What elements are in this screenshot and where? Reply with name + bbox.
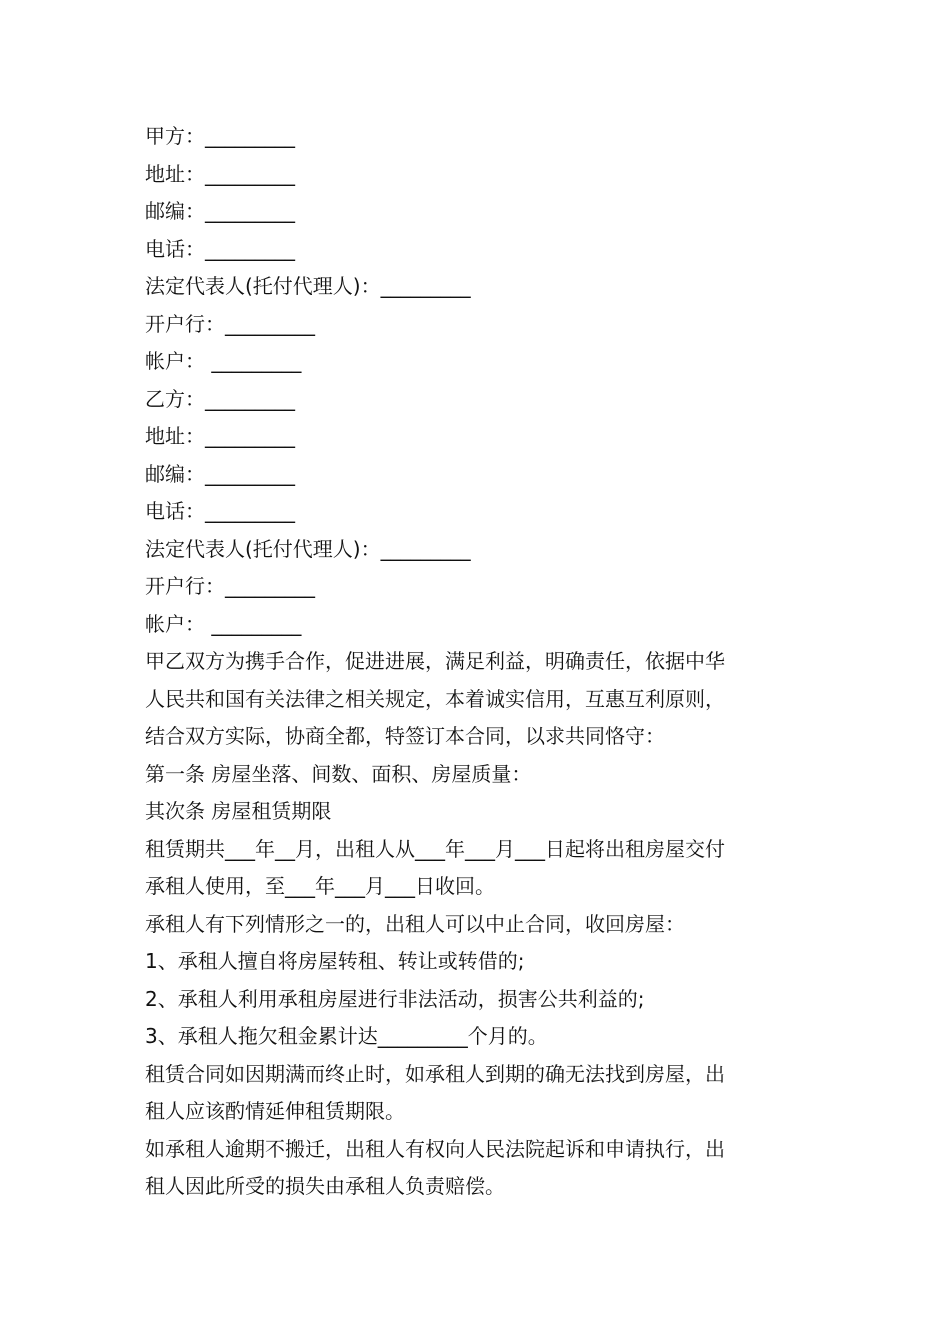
termination-intro: 承租人有下列情形之一的，出租人可以中止合同，收回房屋： xyxy=(145,911,685,936)
intro-line: 甲乙双方为携手合作，促进进展，满足利益，明确责任，依据中华 xyxy=(145,649,725,673)
party-b-phone: 电话：_________ xyxy=(145,499,295,523)
party-b-account: 帐户： _________ xyxy=(145,611,302,636)
overdue-line: 租人因此所受的损失由承租人负责赔偿。 xyxy=(145,1174,505,1198)
contract-page xyxy=(145,118,810,1206)
party-b-address: 地址：_________ xyxy=(145,424,295,448)
party-b-bank: 开户行：_________ xyxy=(145,574,315,598)
intro-line: 人民共和国有关法律之相关规定，本着诚实信用，互惠互利原则， xyxy=(145,686,725,711)
party-a-section xyxy=(145,118,810,381)
list-item: 2、承租人利用承租房屋进行非法活动，损害公共利益的; xyxy=(145,986,645,1011)
party-a-account: 帐户： _________ xyxy=(145,349,302,373)
list-item: 1、承租人擅自将房屋转租、转让或转借的; xyxy=(145,949,525,973)
party-a-name: 甲方：_________ xyxy=(145,124,295,148)
extension-line: 租赁合同如因期满而终止时，如承租人到期的确无法找到房屋，出 xyxy=(145,1061,725,1086)
party-b-postcode: 邮编：_________ xyxy=(145,461,295,486)
lease-term-line: 租赁期共___年__月，出租人从___年___月___日起将出租房屋交付 xyxy=(145,836,725,861)
party-a-address: 地址：_________ xyxy=(145,161,295,186)
list-item: 3、承租人拖欠租金累计达_________个月的。 xyxy=(145,1024,548,1048)
article-2-heading: 其次条 房屋租赁期限 xyxy=(145,799,332,823)
lease-term-line: 承租人使用，至___年___月___日收回。 xyxy=(145,874,495,898)
article-1-heading: 第一条 房屋坐落、间数、面积、房屋质量： xyxy=(145,761,532,786)
extension-line: 租人应该酌情延伸租赁期限。 xyxy=(145,1099,405,1123)
party-a-postcode: 邮编：_________ xyxy=(145,199,295,223)
party-b-name: 乙方：_________ xyxy=(145,386,295,411)
article-2-section xyxy=(145,793,810,1206)
party-a-phone: 电话：_________ xyxy=(145,236,295,261)
overdue-line: 如承租人逾期不搬迁，出租人有权向人民法院起诉和申请执行，出 xyxy=(145,1136,725,1161)
party-a-representative: 法定代表人(托付代理人)：_________ xyxy=(145,274,471,298)
party-b-section xyxy=(145,381,810,644)
intro-paragraph xyxy=(145,643,810,756)
intro-line: 结合双方实际，协商全都，特签订本合同，以求共同恪守： xyxy=(145,724,665,748)
party-a-bank: 开户行：_________ xyxy=(145,311,315,336)
party-b-representative: 法定代表人(托付代理人)：_________ xyxy=(145,536,471,561)
